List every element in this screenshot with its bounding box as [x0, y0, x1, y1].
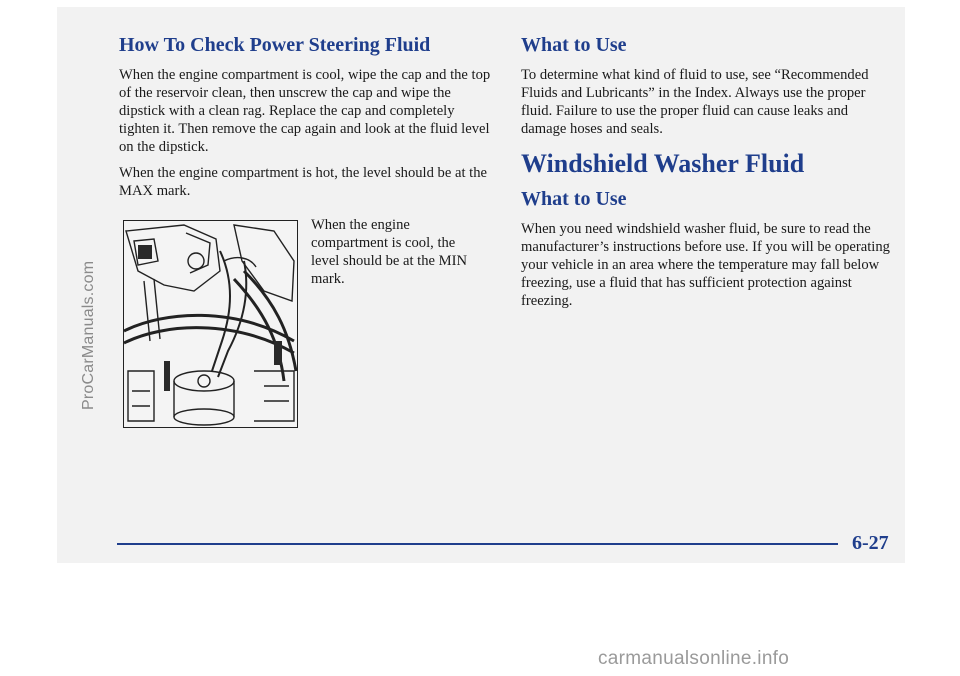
what-to-use-heading-1: What to Use [521, 34, 627, 56]
what-to-use-heading-2: What to Use [521, 188, 627, 210]
page-number: 6-27 [852, 532, 889, 554]
dipstick-caption: When the engine compartment is cool, the level should be at the MIN mark. [311, 217, 468, 287]
washer-fluid-title: Windshield Washer Fluid [521, 149, 805, 178]
power-steering-paragraph-1: When the engine compartment is cool, wipe the cap and the top of the reservoir clean, then unscrew the cap and wipe the dipstick with a clean rag. Replace the cap and completely tighten it. Then remove the cap again and look at the fluid level on the dipstick. [119, 67, 491, 155]
footer-rule [117, 543, 838, 545]
power-steering-heading: How To Check Power Steering Fluid [119, 34, 431, 56]
right-column [521, 32, 896, 310]
power-steering-paragraph-2: When the engine compartment is hot, the level should be at the MAX mark. [119, 165, 487, 199]
engine-illustration-svg [124, 221, 297, 427]
footer-watermark: carmanualsonline.info [598, 648, 790, 669]
left-column [119, 32, 495, 200]
what-to-use-paragraph-2: When you need windshield washer fluid, be sure to read the manufacturer’s instructions before use. If you will be operating your vehicle in an area where the temperature may fall below freezing, use a fluid that has sufficient protection against freezing. [521, 221, 890, 309]
side-watermark: ProCarManuals.com [80, 260, 97, 410]
what-to-use-paragraph-1: To determine what kind of fluid to use, see “Recommended Fluids and Lubricants” in the Index. Always use the proper fluid. Failure to use the proper fluid can cause leaks and damage hoses and seals. [521, 67, 869, 137]
reservoir-dipstick-illustration [123, 220, 298, 428]
